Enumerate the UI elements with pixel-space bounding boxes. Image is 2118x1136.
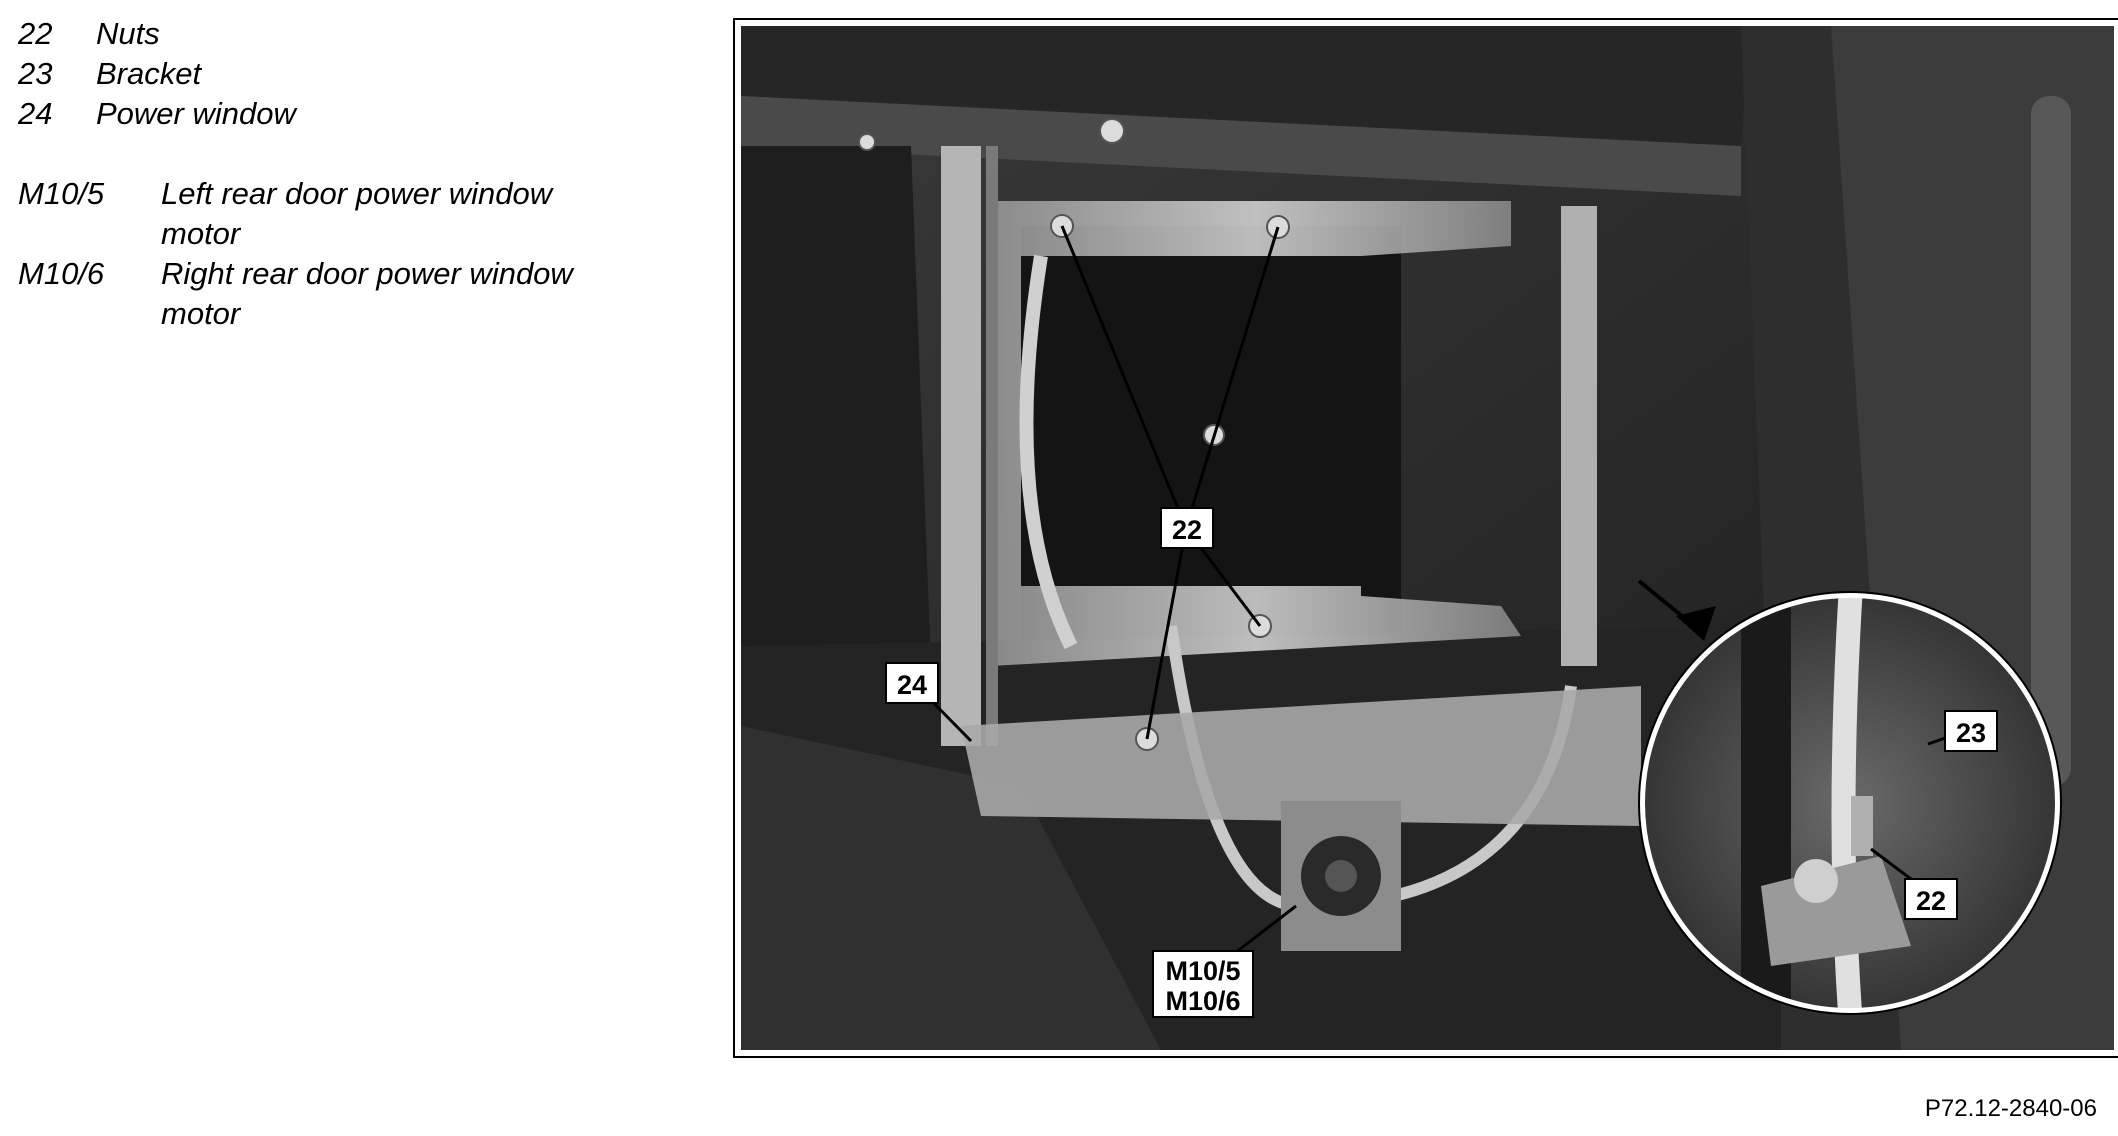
legend <box>18 14 678 334</box>
legend-desc: Nuts <box>96 16 160 51</box>
door-inner-panel <box>741 146 931 666</box>
legend-item-23 <box>18 54 678 94</box>
callout-m10-6: M10/6 <box>1165 986 1241 1016</box>
callout-m10-5: M10/5 <box>1165 956 1241 986</box>
legend-key: M10/5 <box>18 176 105 211</box>
callout-22-inset: 22 <box>1915 886 1947 916</box>
figure-reference: P72.12-2840-06 <box>1924 1095 2097 1122</box>
regulator-rail-left <box>941 146 981 746</box>
legend-item-m10-5 <box>18 174 678 254</box>
door-photo <box>741 26 2114 1050</box>
legend-item-24 <box>18 94 678 134</box>
legend-desc-line2: motor <box>161 296 241 331</box>
legend-key: 24 <box>18 96 53 131</box>
legend-key: M10/6 <box>18 256 105 291</box>
legend-key: 23 <box>18 56 53 91</box>
legend-desc: Bracket <box>96 56 202 91</box>
regulator-rail-right <box>1561 206 1597 666</box>
callout-22: 22 <box>1171 515 1203 545</box>
legend-key: 22 <box>18 16 53 51</box>
legend-desc-line1: Right rear door power window <box>161 256 573 291</box>
legend-item-m10-6 <box>18 254 678 334</box>
door-photo-figure <box>733 18 2118 1058</box>
legend-item-22 <box>18 14 678 54</box>
legend-desc: Power window <box>96 96 296 131</box>
legend-desc-line2: motor <box>161 216 241 251</box>
callout-23: 23 <box>1955 718 1987 748</box>
legend-desc-line1: Left rear door power window <box>161 176 553 211</box>
callout-24: 24 <box>896 670 928 700</box>
